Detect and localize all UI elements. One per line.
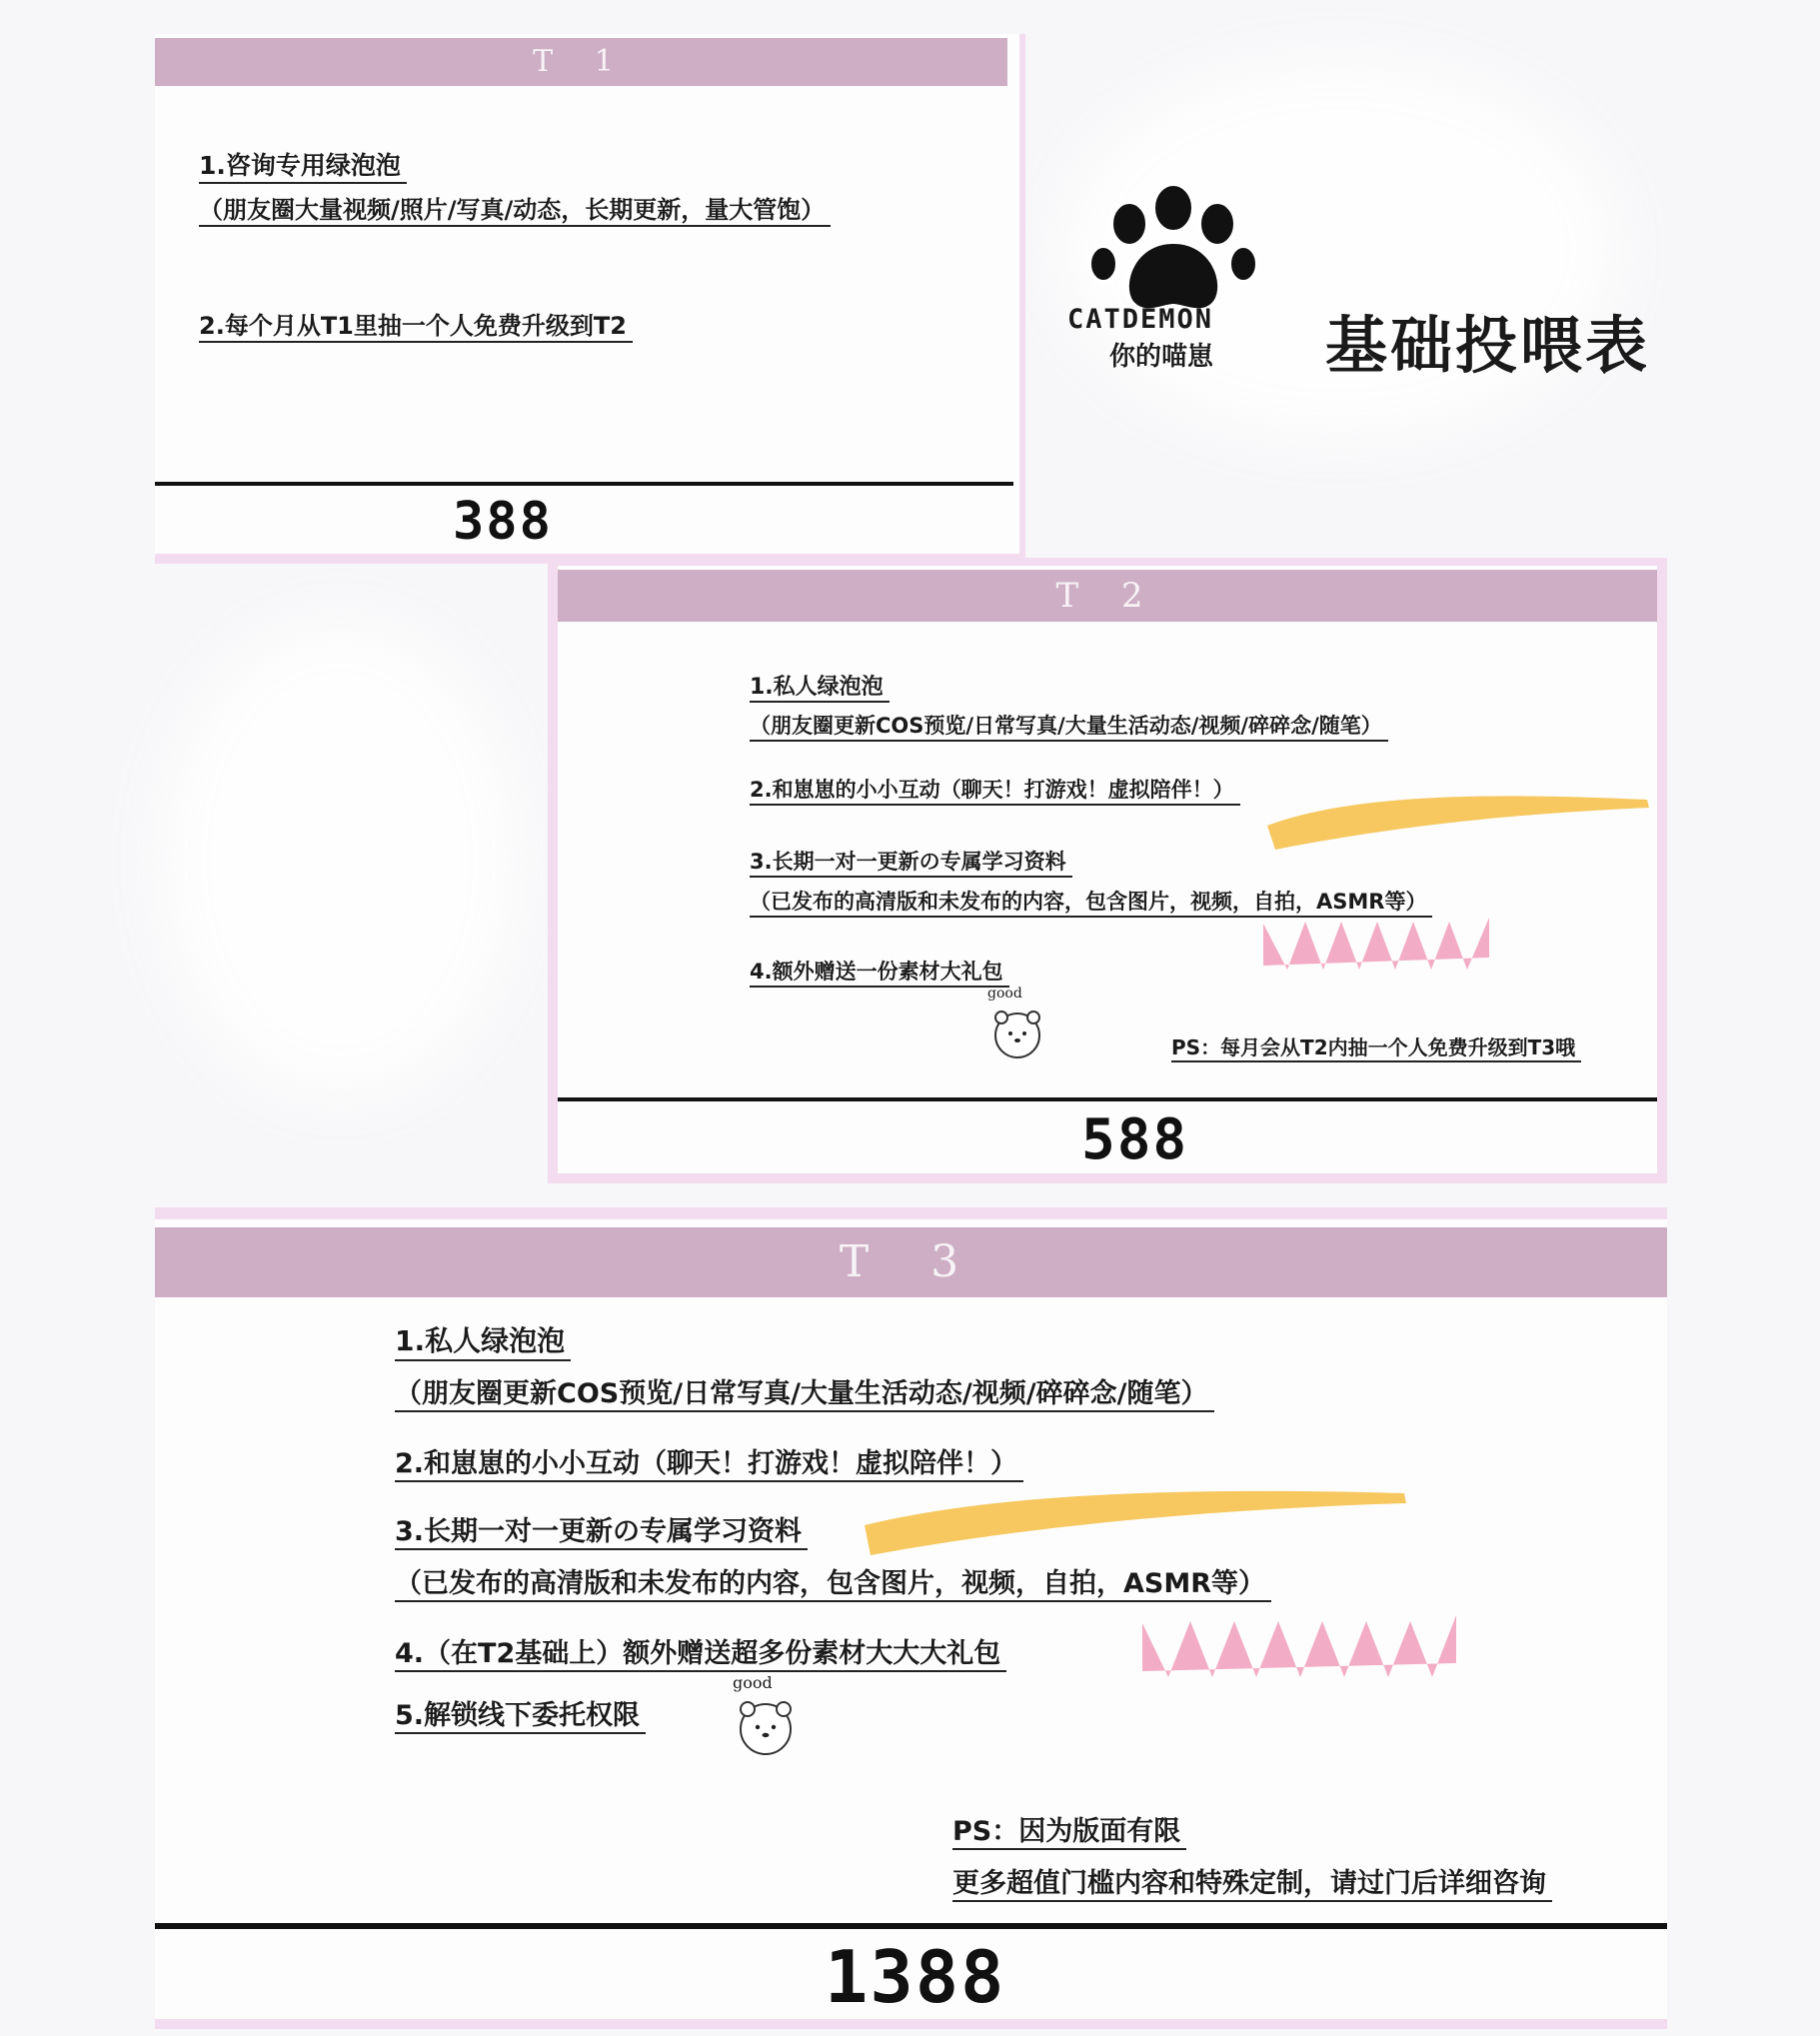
highlight-stroke-yellow (1257, 786, 1657, 856)
tier-3-ps-line-1: PS：因为版面有限 (952, 1809, 1186, 1850)
tier-3-item-3-detail: （已发布的高清版和未发布的内容，包含图片，视频，自拍，ASMR等） (395, 1561, 1271, 1602)
bear-sticker-icon: good (721, 1673, 811, 1763)
tier-3-price: 1388 (825, 1935, 1006, 2019)
paw-icon (1063, 180, 1283, 320)
tier-3-panel (155, 1207, 1667, 2029)
tier-1-header: T 1 (155, 38, 1007, 86)
tier-2-item-3: 3.长期一对一更新の专属学习资料 (750, 846, 1072, 878)
tier-2-header: T 2 (558, 570, 1657, 622)
tier-1-item-2: 2.每个月从T1里抽一个人免费升级到T2 (199, 306, 633, 343)
highlight-stroke-pink (1134, 1607, 1464, 1687)
tier-3-item-3: 3.长期一对一更新の专属学习资料 (395, 1509, 808, 1550)
tier-2-item-4: 4.额外赠送一份素材大礼包 (750, 956, 1009, 988)
highlight-stroke-yellow (855, 1479, 1414, 1559)
tier-1-panel (155, 34, 1025, 564)
tier-2-item-1-detail: （朋友圈更新COS预览/日常写真/大量生活动态/视频/碎碎念/随笔） (750, 710, 1388, 742)
tier-2-panel (548, 558, 1667, 1183)
tier-2-item-2: 2.和崽崽的小小互动（聊天！打游戏！虚拟陪伴！） (750, 774, 1240, 806)
tier-3-item-2: 2.和崽崽的小小互动（聊天！打游戏！虚拟陪伴！） (395, 1441, 1023, 1482)
highlight-stroke-pink (1257, 910, 1497, 980)
tier-2-item-1: 1.私人绿泡泡 (750, 670, 890, 703)
tier-1-item-1-detail: （朋友圈大量视频/照片/写真/动态，长期更新，量大管饱） (199, 190, 831, 227)
brand-logo (1063, 180, 1283, 380)
tier-1-price-rule (155, 482, 1013, 486)
tier-1-price: 388 (453, 492, 553, 552)
tier-3-item-5: 5.解锁线下委托权限 (395, 1693, 646, 1734)
tier-2-ps: PS：每月会从T2内抽一个人免费升级到T3哦 (1171, 1031, 1581, 1062)
brand-name: CATDEMON (1067, 304, 1214, 335)
tier-3-item-4: 4.（在T2基础上）额外赠送超多份素材大大大礼包 (395, 1631, 1006, 1672)
tier-3-item-1-detail: （朋友圈更新COS预览/日常写真/大量生活动态/视频/碎碎念/随笔） (395, 1371, 1214, 1412)
tier-3-price-rule (155, 1923, 1667, 1929)
tier-3-header: T 3 (155, 1227, 1667, 1297)
tier-3-item-1: 1.私人绿泡泡 (395, 1319, 571, 1361)
tier-2-item-3-detail: （已发布的高清版和未发布的内容，包含图片，视频，自拍，ASMR等） (750, 886, 1432, 918)
tier-3-ps-line-2: 更多超值门槛内容和特殊定制，请过门后详细咨询 (952, 1861, 1552, 1902)
brand-subname: 你的喵崽 (1109, 342, 1214, 372)
tier-1-item-1: 1.咨询专用绿泡泡 (199, 146, 407, 184)
tier-2-price: 588 (1081, 1107, 1189, 1172)
bear-sticker-icon: good (977, 986, 1057, 1065)
tier-2-price-rule (558, 1097, 1657, 1101)
page-title: 基础投喂表 (1325, 309, 1651, 382)
